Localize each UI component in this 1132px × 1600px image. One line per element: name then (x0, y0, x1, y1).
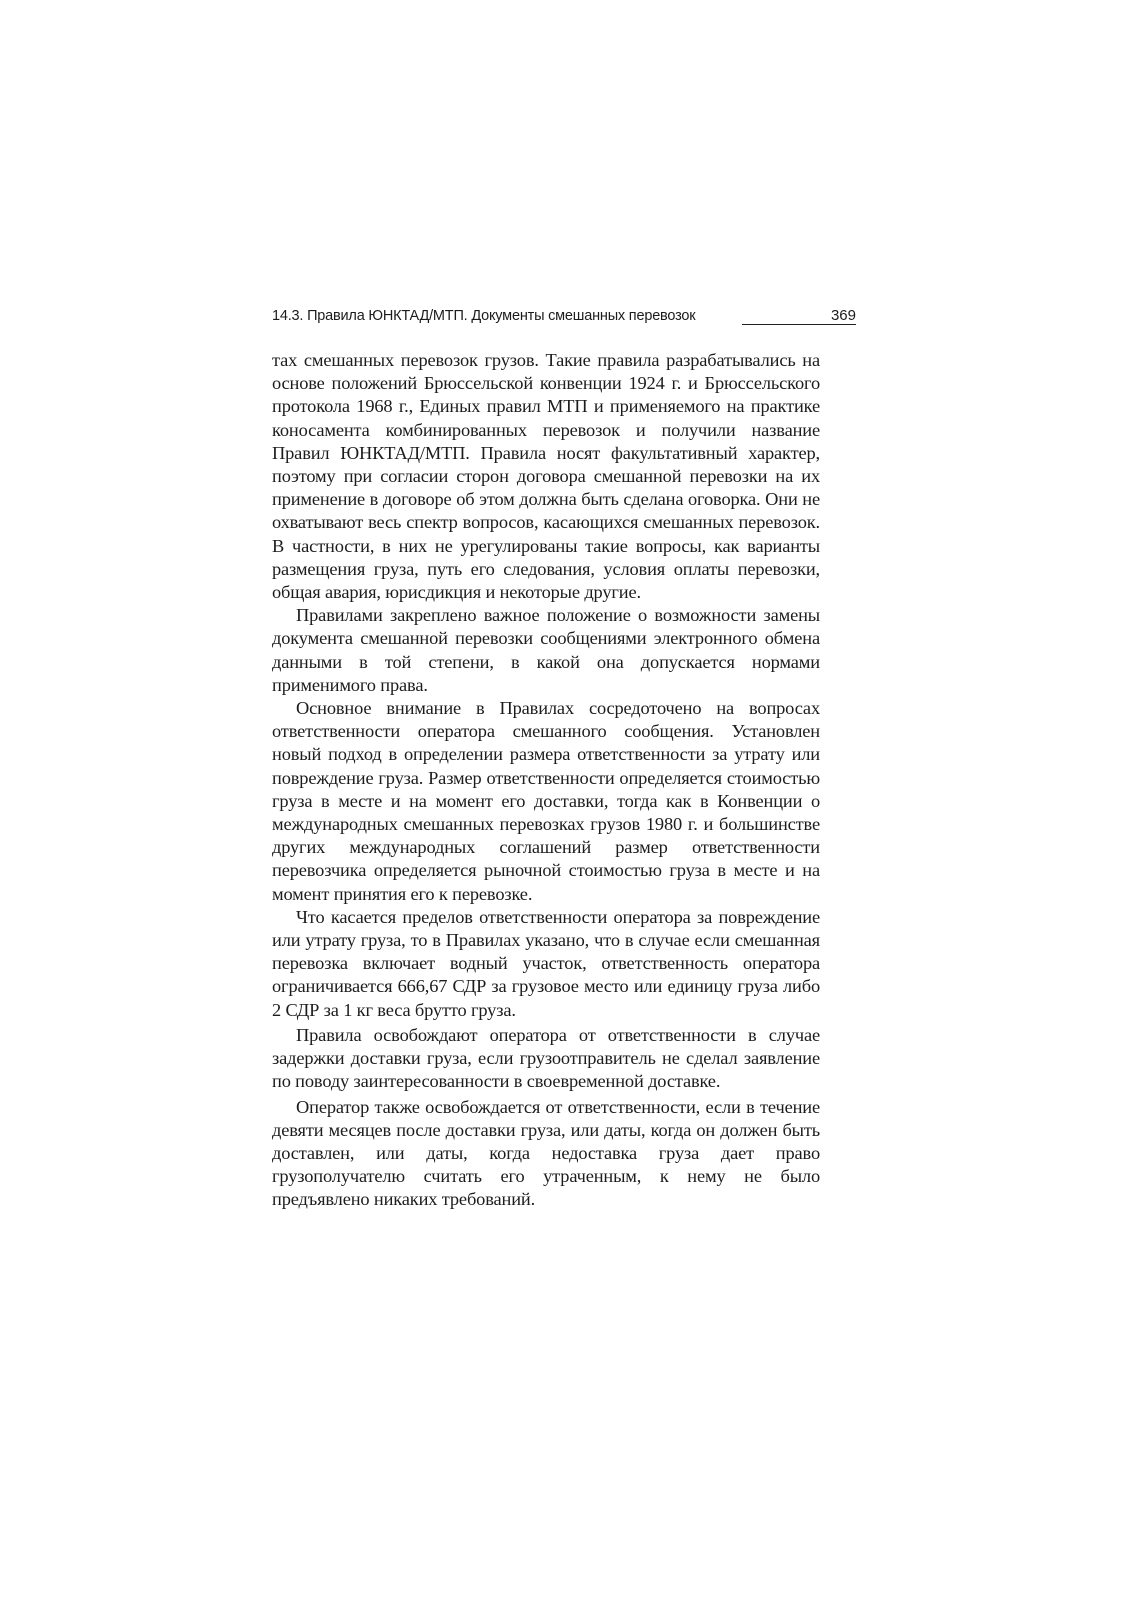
paragraph: Оператор также освобождается от ответственности, если в течение девяти месяцев после доставки груза, или даты, когда он должен быть доставлен, или даты, когда недоставка груза дает право грузополучателю считать его утраченным, к нему не было предъявлено никаких требований. (272, 1096, 820, 1210)
page-number: 369 (830, 307, 856, 324)
paragraph: Основное внимание в Правилах сосредоточено на вопросах ответственности оператора смешанного сообщения. Установлен новый подход в определении размера ответственности за утрату или повреждение груза. Размер ответственности определяется стоимостью груза в месте и на момент его доставки, тогда как в Конвенции о международных смешанных перевозках грузов 1980 г. и большинстве других международных соглашений размер ответственности перевозчика определяется рыночной стоимостью груза в месте и на момент принятия его к перевозке. (272, 698, 820, 904)
body-text (272, 349, 820, 1212)
paragraph: Правила освобождают оператора от ответственности в случае задержки доставки груза, если грузоотправитель не сделал заявление по поводу заинтересованности в своевременной доставке. (272, 1024, 820, 1092)
running-header (272, 306, 856, 330)
paragraph-continuation: тах смешанных перевозок грузов. Такие правила разрабатывались на основе положений Брюссельской конвенции 1924 г. и Брюссельского протокола 1968 г., Единых правил МТП и применяемого на практике коносамента комбинированных перевозок и получили название Правил ЮНКТАД/МТП. Правила носят факультативный характер, поэтому при согласии сторон договора смешанной перевозки на их применение в договоре об этом должна быть сделана оговорка. Они не охватывают весь спектр вопросов, касающихся смешанных перевозок. В частности, в них не урегулированы такие вопросы, как варианты размещения груза, путь его следования, условия оплаты перевозки, общая авария, юрисдикция и некоторые другие. (272, 350, 820, 603)
paragraph: Что касается пределов ответственности оператора за повреждение или утрату груза, то в Правилах указано, что в случае если смешанная перевозка включает водный участок, ответственность оператора ограничивается 666,67 СДР за грузовое место или единицу груза либо 2 СДР за 1 кг веса брутто груза. (272, 906, 820, 1020)
chapter-section-title: 14.3. Правила ЮНКТАД/МТП. Документы смешанных перевозок (272, 308, 696, 324)
paragraph: Правилами закреплено важное положение о возможности замены документа смешанной перевозки сообщениями электронного обмена данными в той степени, в какой она допускается нормами применимого права. (272, 605, 820, 695)
